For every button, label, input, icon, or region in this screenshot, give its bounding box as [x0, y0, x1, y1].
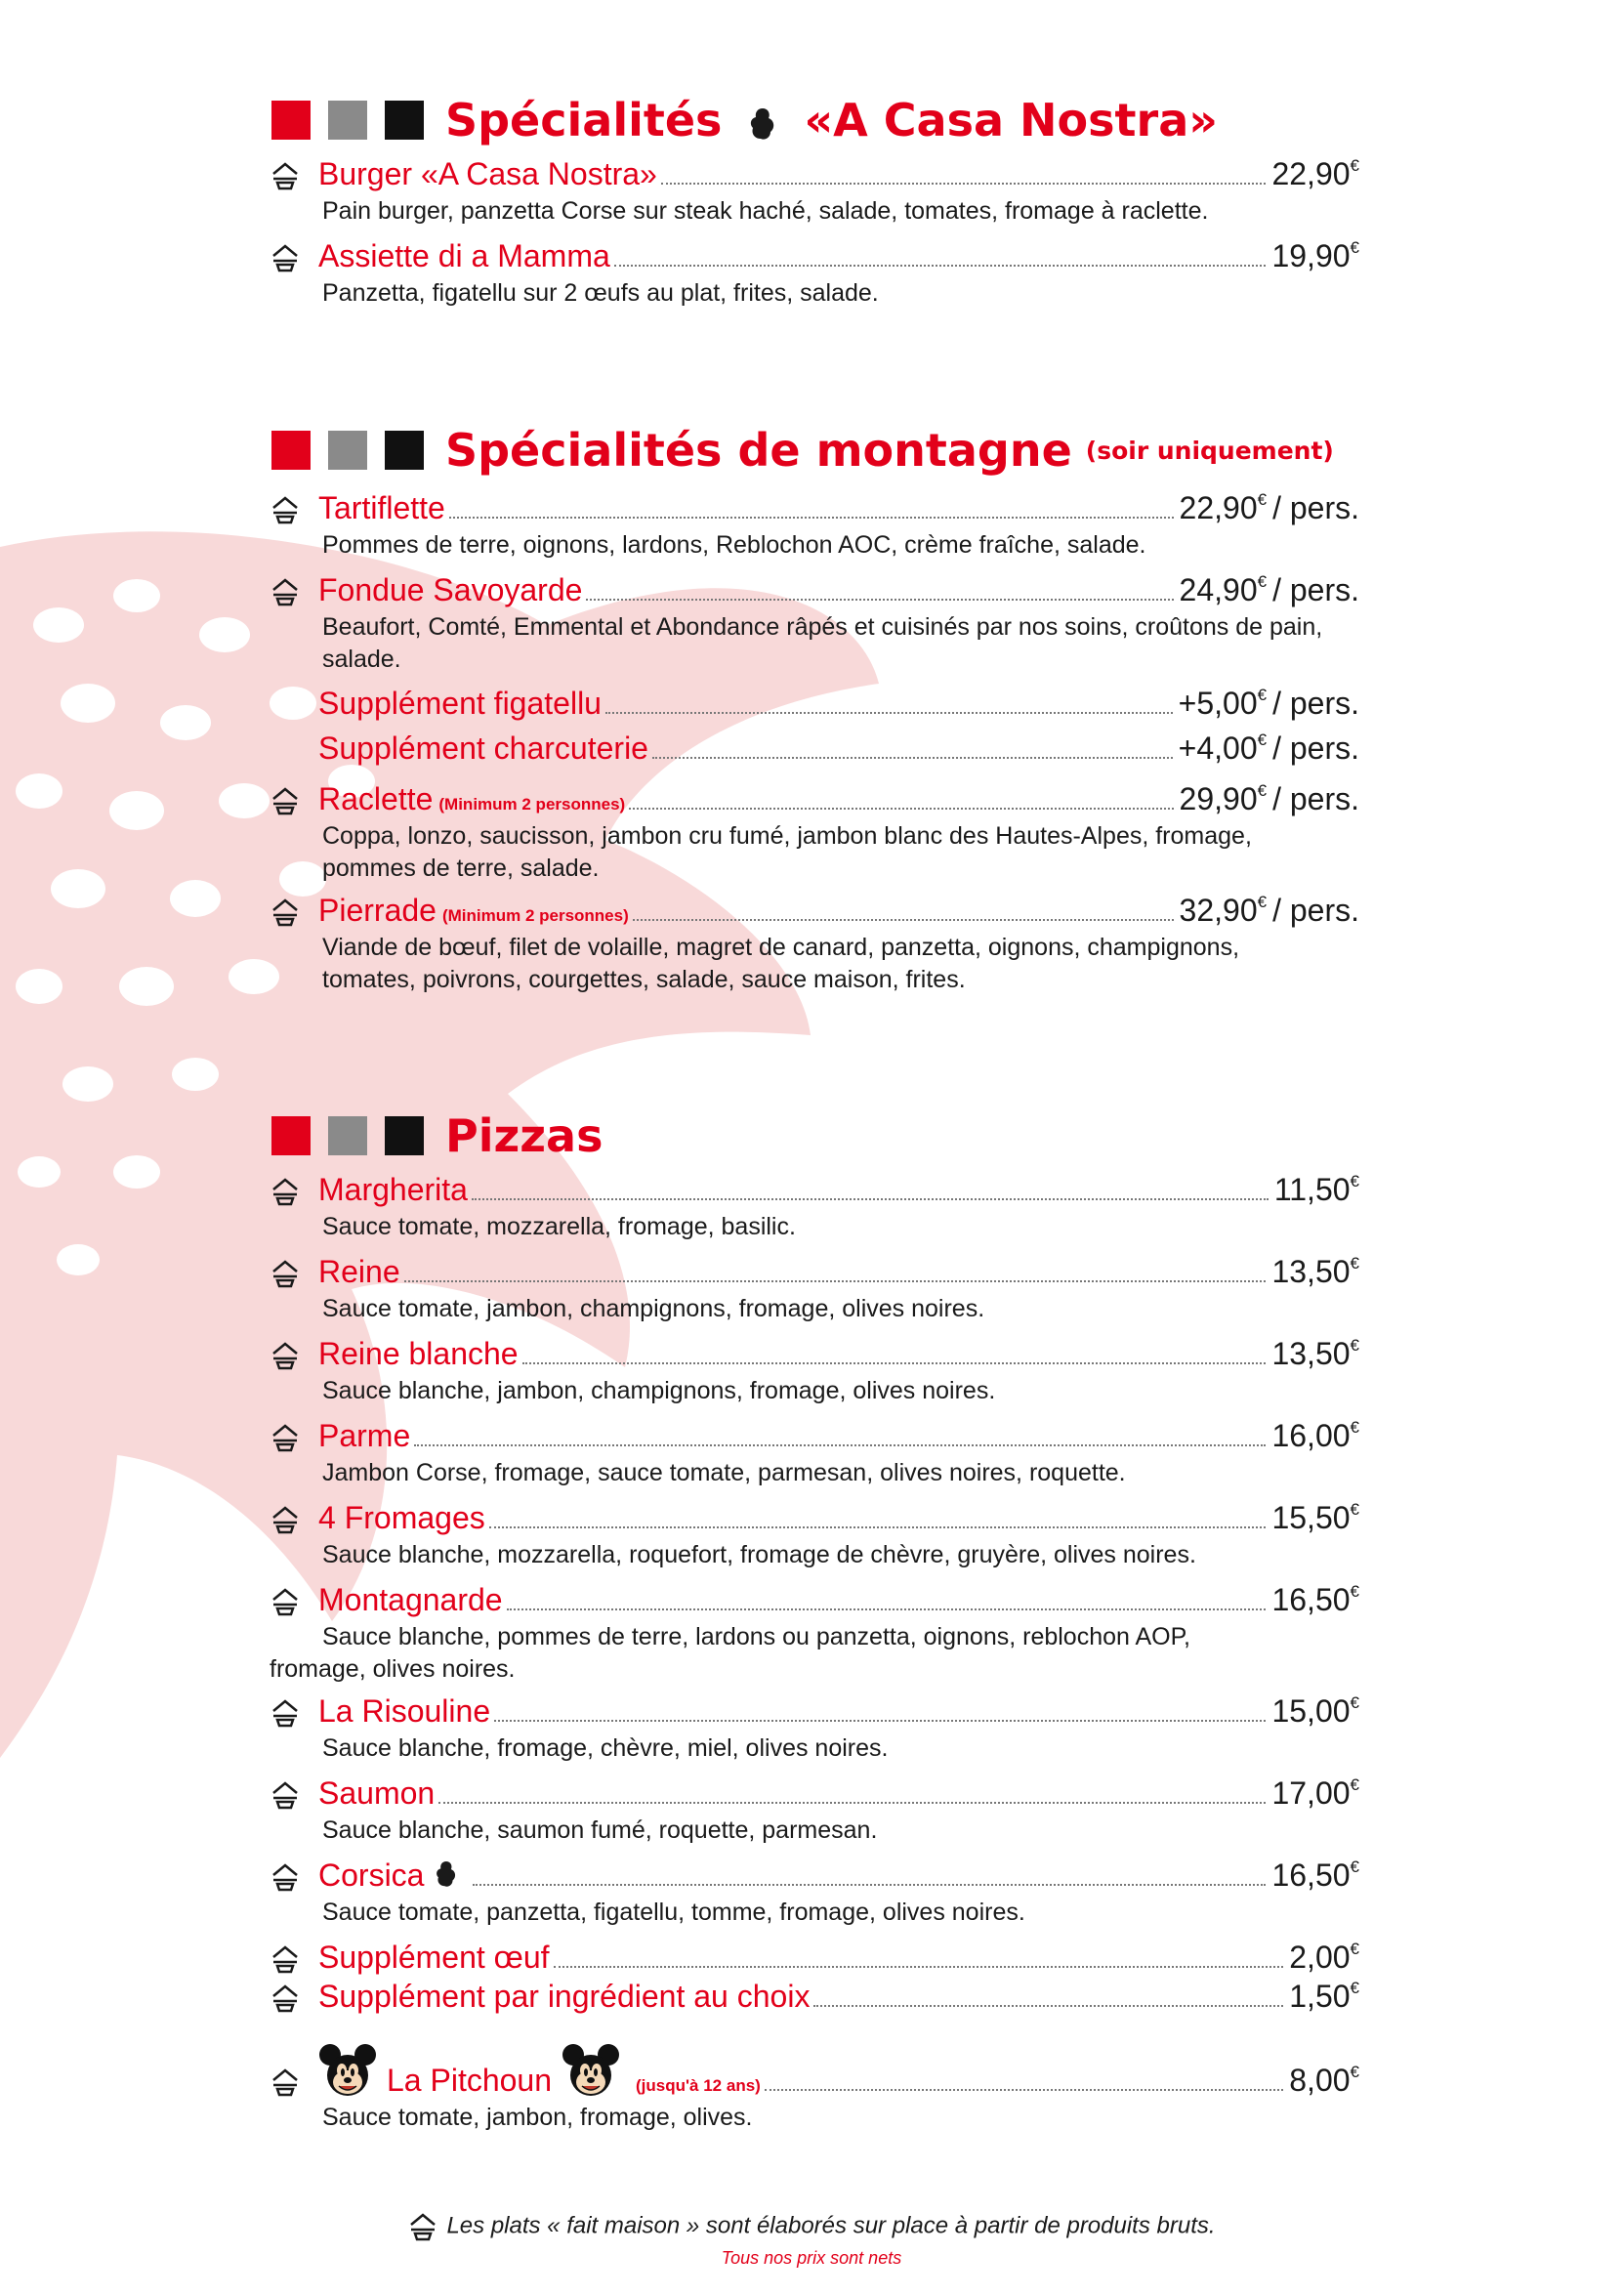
house-with-pan-icon: [270, 1340, 301, 1371]
dot-leader: [522, 1362, 1267, 1364]
menu-item-reine-blanche: [270, 1334, 1359, 1407]
item-description: Jambon Corse, fromage, sauce tomate, parmesan, olives noires, roquette.: [322, 1459, 1126, 1486]
house-with-pan-icon: [270, 576, 301, 607]
item-description: Panzetta, figatellu sur 2 œufs au plat, frites, salade.: [322, 279, 879, 307]
menu-item-supplement-ingredient: [270, 1977, 1359, 2016]
item-name: Corsica: [318, 1858, 425, 1893]
house-with-pan-icon: [270, 1861, 301, 1893]
item-price: 8,00€: [1289, 2063, 1359, 2098]
corsica-map-icon: [434, 1859, 459, 1889]
house-with-pan-icon: [270, 1176, 301, 1207]
item-description: Beaufort, Comté, Emmental et Abondance râpés et cuisinés par nos soins, croûtons de pain, salade.: [322, 613, 1323, 673]
footer-note-text: Les plats « fait maison » sont élaborés sur place à partir de produits bruts.: [446, 2212, 1216, 2239]
menu-item-margherita: [270, 1170, 1359, 1243]
item-price: 11,50€: [1273, 1172, 1359, 1207]
menu-item-4-fromages: [270, 1498, 1359, 1571]
dot-leader: [614, 265, 1267, 267]
dot-leader: [605, 712, 1173, 714]
item-name: La Risouline: [318, 1693, 491, 1729]
house-with-pan-icon: [407, 2211, 438, 2242]
item-description: Sauce blanche, jambon, champignons, fromage, olives noires.: [322, 1377, 996, 1404]
dot-leader: [765, 2089, 1283, 2091]
menu-item-supplement-charcuterie: [270, 729, 1359, 768]
item-price: 16,50€: [1271, 1858, 1359, 1893]
house-with-pan-icon: [270, 1258, 301, 1289]
item-name: Supplément par ingrédient au choix: [318, 1979, 811, 2014]
corsica-map-icon: [747, 106, 778, 142]
item-price: 1,50€: [1289, 1979, 1359, 2014]
menu-item-raclette: [270, 779, 1359, 885]
item-price: 2,00€: [1289, 1940, 1359, 1975]
house-with-pan-icon: [270, 1779, 301, 1811]
item-price: 29,90€ / pers.: [1179, 781, 1359, 816]
black-square-icon: [385, 431, 424, 470]
menu-item-la-pitchoun: [270, 2041, 1359, 2134]
house-with-pan-icon: [270, 242, 301, 273]
item-description: Sauce tomate, panzetta, figatellu, tomme, fromage, olives noires.: [322, 1899, 1025, 1926]
dot-leader: [489, 1526, 1267, 1528]
menu-item-saumon: [270, 1774, 1359, 1847]
menu-item-burger: [270, 154, 1359, 228]
dot-leader: [449, 517, 1174, 519]
section-title: Pizzas: [445, 1109, 603, 1162]
menu-item-reine: [270, 1252, 1359, 1325]
item-price: 22,90€: [1271, 156, 1359, 191]
red-square-icon: [271, 101, 311, 140]
footer-prices-note: Tous nos prix sont nets: [721, 2248, 902, 2268]
menu-item-corsica: [270, 1856, 1359, 1929]
dot-leader: [472, 1198, 1269, 1200]
house-with-pan-icon: [270, 1943, 301, 1975]
item-price: 15,00€: [1271, 1693, 1359, 1729]
black-square-icon: [385, 101, 424, 140]
item-price: 16,50€: [1271, 1582, 1359, 1617]
menu-item-supplement-figatellu: [270, 684, 1359, 723]
dot-leader: [629, 808, 1173, 810]
item-price: 22,90€ / pers.: [1179, 490, 1359, 525]
item-description: Sauce blanche, fromage, chèvre, miel, olives noires.: [322, 1734, 889, 1762]
dot-leader: [554, 1966, 1284, 1968]
item-name: Fondue Savoyarde: [318, 572, 583, 607]
item-price: 19,90€: [1271, 238, 1359, 273]
house-with-pan-icon: [270, 1586, 301, 1617]
gray-square-icon: [328, 101, 367, 140]
dot-leader: [494, 1720, 1266, 1722]
gray-square-icon: [328, 1116, 367, 1155]
item-name: Supplément œuf: [318, 1940, 550, 1975]
menu-item-montagnarde: [270, 1580, 1359, 1686]
menu-item-fondue: [270, 570, 1359, 676]
item-description: Sauce tomate, mozzarella, fromage, basilic.: [322, 1213, 796, 1240]
dot-leader: [661, 183, 1267, 185]
dot-leader: [633, 919, 1174, 921]
item-name: Pierrade: [318, 893, 437, 928]
section-header-montagne: [271, 416, 1334, 484]
house-with-pan-icon: [270, 1697, 301, 1729]
section-header-pizzas: [271, 1102, 603, 1170]
house-with-pan-icon: [270, 1422, 301, 1453]
menu-item-parme: [270, 1416, 1359, 1489]
item-price: 13,50€: [1271, 1336, 1359, 1371]
item-name: Saumon: [318, 1775, 436, 1811]
house-with-pan-icon: [270, 494, 301, 525]
dot-leader: [507, 1608, 1267, 1610]
item-name: Supplément figatellu: [318, 686, 602, 721]
item-description: Sauce blanche, saumon fumé, roquette, parmesan.: [322, 1816, 878, 1844]
item-price: +5,00€ / pers.: [1178, 686, 1359, 721]
menu-item-supplement-oeuf: [270, 1938, 1359, 1977]
item-note: (Minimum 2 personnes): [438, 795, 626, 814]
red-square-icon: [271, 1116, 311, 1155]
dot-leader: [414, 1444, 1266, 1446]
menu-item-assiette: [270, 236, 1359, 310]
item-description: Sauce tomate, jambon, fromage, olives.: [322, 2104, 753, 2131]
item-description: Pommes de terre, oignons, lardons, Reblochon AOC, crème fraîche, salade.: [322, 531, 1146, 559]
item-description: Coppa, lonzo, saucisson, jambon cru fumé, jambon blanc des Hautes-Alpes, fromage, pommes de terre, salade.: [322, 822, 1252, 882]
red-square-icon: [271, 431, 311, 470]
item-name: Montagnarde: [318, 1582, 503, 1617]
section-title: Spécialités de montagne: [445, 424, 1072, 477]
mickey-face-icon: [562, 2043, 620, 2100]
item-price: +4,00€ / pers.: [1178, 731, 1359, 766]
item-note: (jusqu'à 12 ans): [636, 2076, 761, 2095]
item-name: Reine: [318, 1254, 400, 1289]
item-description: Sauce blanche, pommes de terre, lardons ou panzetta, oignons, reblochon AOP, fromage, olives noires.: [270, 1623, 1191, 1683]
item-name: Reine blanche: [318, 1336, 519, 1371]
item-description: Pain burger, panzetta Corse sur steak haché, salade, tomates, fromage à raclette.: [322, 197, 1209, 225]
black-square-icon: [385, 1116, 424, 1155]
mickey-face-icon: [318, 2043, 377, 2100]
footer-note: [0, 2211, 1623, 2242]
item-name: 4 Fromages: [318, 1500, 485, 1535]
item-price: 13,50€: [1271, 1254, 1359, 1289]
dot-leader: [813, 2005, 1283, 2007]
item-note: (Minimum 2 personnes): [441, 906, 629, 925]
item-name: Assiette di a Mamma: [318, 238, 610, 273]
menu-item-tartiflette: [270, 488, 1359, 562]
item-price: 15,50€: [1271, 1500, 1359, 1535]
dot-leader: [473, 1884, 1266, 1886]
house-with-pan-icon: [270, 1504, 301, 1535]
item-name: Burger «A Casa Nostra»: [318, 156, 657, 191]
item-price: 32,90€ / pers.: [1179, 893, 1359, 928]
item-name: Supplément charcuterie: [318, 731, 648, 766]
item-name: Margherita: [318, 1172, 468, 1207]
dot-leader: [438, 1802, 1266, 1804]
dot-leader: [404, 1280, 1267, 1282]
dot-leader: [652, 757, 1173, 759]
menu-item-la-risouline: [270, 1691, 1359, 1765]
item-description: Viande de bœuf, filet de volaille, magret de canard, panzetta, oignons, champignons, tomates, poivrons, courgettes, salade, sauce maison, frites.: [322, 934, 1240, 993]
item-name: Tartiflette: [318, 490, 445, 525]
item-price: 17,00€: [1271, 1775, 1359, 1811]
gray-square-icon: [328, 431, 367, 470]
house-with-pan-icon: [270, 1983, 301, 2014]
section-title: Spécialités «A Casa Nostra»: [445, 94, 1218, 146]
item-price: 24,90€ / pers.: [1179, 572, 1359, 607]
item-name: Parme: [318, 1418, 411, 1453]
item-name: Raclette: [318, 781, 434, 816]
section-header-casa-nostra: [271, 86, 1218, 154]
item-description: Sauce blanche, mozzarella, roquefort, fromage de chèvre, gruyère, olives noires.: [322, 1541, 1196, 1568]
dot-leader: [586, 599, 1173, 601]
house-with-pan-icon: [270, 2066, 301, 2098]
house-with-pan-icon: [270, 160, 301, 191]
menu-item-pierrade: [270, 891, 1359, 996]
house-with-pan-icon: [270, 897, 301, 928]
section-note: (soir uniquement): [1085, 436, 1334, 465]
item-price: 16,00€: [1271, 1418, 1359, 1453]
item-name: La Pitchoun: [387, 2063, 553, 2098]
house-with-pan-icon: [270, 785, 301, 816]
item-description: Sauce tomate, jambon, champignons, fromage, olives noires.: [322, 1295, 985, 1322]
